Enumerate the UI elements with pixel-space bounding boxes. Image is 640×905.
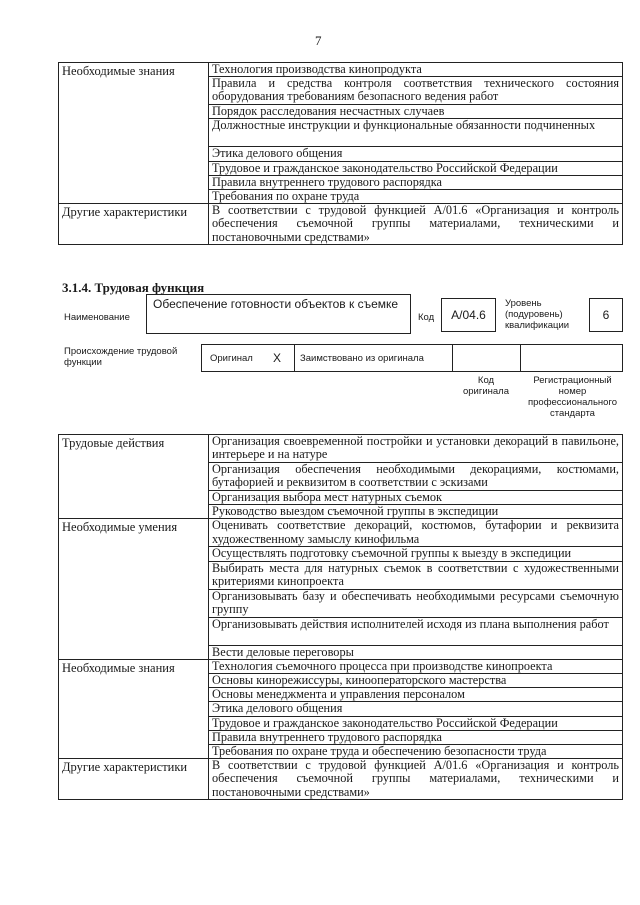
table-cell: Технология съемочного процесса при производстве кинопроекта bbox=[209, 659, 623, 673]
level-value: 6 bbox=[602, 308, 610, 322]
row-label: Необходимые знания bbox=[59, 659, 209, 758]
table-cell: Трудовое и гражданское законодательство Российской Федерации bbox=[209, 161, 623, 175]
row-label: Другие характеристики bbox=[59, 759, 209, 800]
table-cell: Порядок расследования несчастных случаев bbox=[209, 105, 623, 119]
section-heading: 3.1.4. Трудовая функция bbox=[62, 280, 205, 295]
row-label: Необходимые знания bbox=[59, 63, 209, 204]
code-original-caption: Код оригинала bbox=[462, 375, 509, 397]
table-cell: Осуществлять подготовку съемочной группы к выезду в экспедиции bbox=[209, 547, 623, 561]
page-number: 7 bbox=[315, 33, 322, 48]
table-cell: Правила внутреннего трудового распорядка bbox=[209, 175, 623, 189]
function-details-table bbox=[58, 434, 623, 800]
table-cell: Организация своевременной постройки и установки декораций в павильоне, интерьере и на натуре bbox=[209, 435, 623, 463]
table-cell: Технология производства кинопродукта bbox=[209, 63, 623, 77]
table-cell: Требования по охране труда и обеспечению безопасности труда bbox=[209, 745, 623, 759]
origin-divider bbox=[294, 344, 295, 372]
code-label: Код bbox=[418, 312, 435, 323]
level-box bbox=[589, 298, 623, 332]
table-cell: Требования по охране труда bbox=[209, 190, 623, 204]
row-label: Другие характеристики bbox=[59, 204, 209, 245]
table-cell: Этика делового общения bbox=[209, 147, 623, 161]
table-cell: Должностные инструкции и функциональные обязанности подчиненных bbox=[209, 119, 623, 147]
origin-divider bbox=[520, 344, 521, 372]
code-box bbox=[441, 298, 496, 332]
level-label: Уровень (подуровень) квалификации bbox=[505, 298, 570, 331]
table-cell: Правила и средства контроля соответствия технического состояния оборудования требованиям безопасного ведения работ bbox=[209, 77, 623, 105]
original-mark: X bbox=[273, 351, 282, 365]
table-cell: Вести деловые переговоры bbox=[209, 645, 623, 659]
table-cell: Основы кинорежиссуры, кинооператорского мастерства bbox=[209, 674, 623, 688]
knowledge-table-top bbox=[58, 62, 623, 245]
origin-label: Происхождение трудовой функции bbox=[64, 346, 178, 368]
table-cell: Организация обеспечения необходимыми декорациями, костюмами, бутафорией и реквизитом в соответствии с эскизами bbox=[209, 463, 623, 491]
table-cell: Оценивать соответствие декораций, костюмов, бутафории и реквизита художественному замыслу кинофильма bbox=[209, 519, 623, 547]
table-cell: Этика делового общения bbox=[209, 702, 623, 716]
table-cell: Правила внутреннего трудового распорядка bbox=[209, 730, 623, 744]
table-cell: Руководство выездом съемочной группы в экспедиции bbox=[209, 505, 623, 519]
row-label: Необходимые умения bbox=[59, 519, 209, 659]
table-cell: Организовывать действия исполнителей исходя из плана выполнения работ bbox=[209, 617, 623, 645]
function-name-box bbox=[146, 294, 411, 334]
original-label: Оригинал bbox=[210, 353, 253, 364]
table-cell: В соответствии с трудовой функцией А/01.6 «Организация и контроль обеспечения съемочной группы материалами, техническими и постановочными средствами» bbox=[209, 759, 623, 800]
table-cell: Выбирать места для натурных съемок в соответствии с художественными критериями кинопроекта bbox=[209, 561, 623, 589]
function-name: Обеспечение готовности объектов к съемке bbox=[153, 297, 399, 311]
table-cell: Организация выбора мест натурных съемок bbox=[209, 491, 623, 505]
origin-divider bbox=[452, 344, 453, 372]
row-label: Трудовые действия bbox=[59, 435, 209, 519]
borrowed-label: Заимствовано из оригинала bbox=[300, 353, 424, 364]
table-cell: В соответствии с трудовой функцией А/01.6 «Организация и контроль обеспечения съемочной группы материалами, техническими и постановочными средствами» bbox=[209, 204, 623, 245]
name-label: Наименование bbox=[64, 312, 130, 323]
code-value: А/04.6 bbox=[451, 308, 486, 322]
table-cell: Организовывать базу и обеспечивать необходимыми ресурсами съемочную группу bbox=[209, 589, 623, 617]
reg-number-caption: Регистрационный номер профессионального стандарта bbox=[528, 375, 617, 419]
table-cell: Трудовое и гражданское законодательство Российской Федерации bbox=[209, 716, 623, 730]
table-cell: Основы менеджмента и управления персоналом bbox=[209, 688, 623, 702]
